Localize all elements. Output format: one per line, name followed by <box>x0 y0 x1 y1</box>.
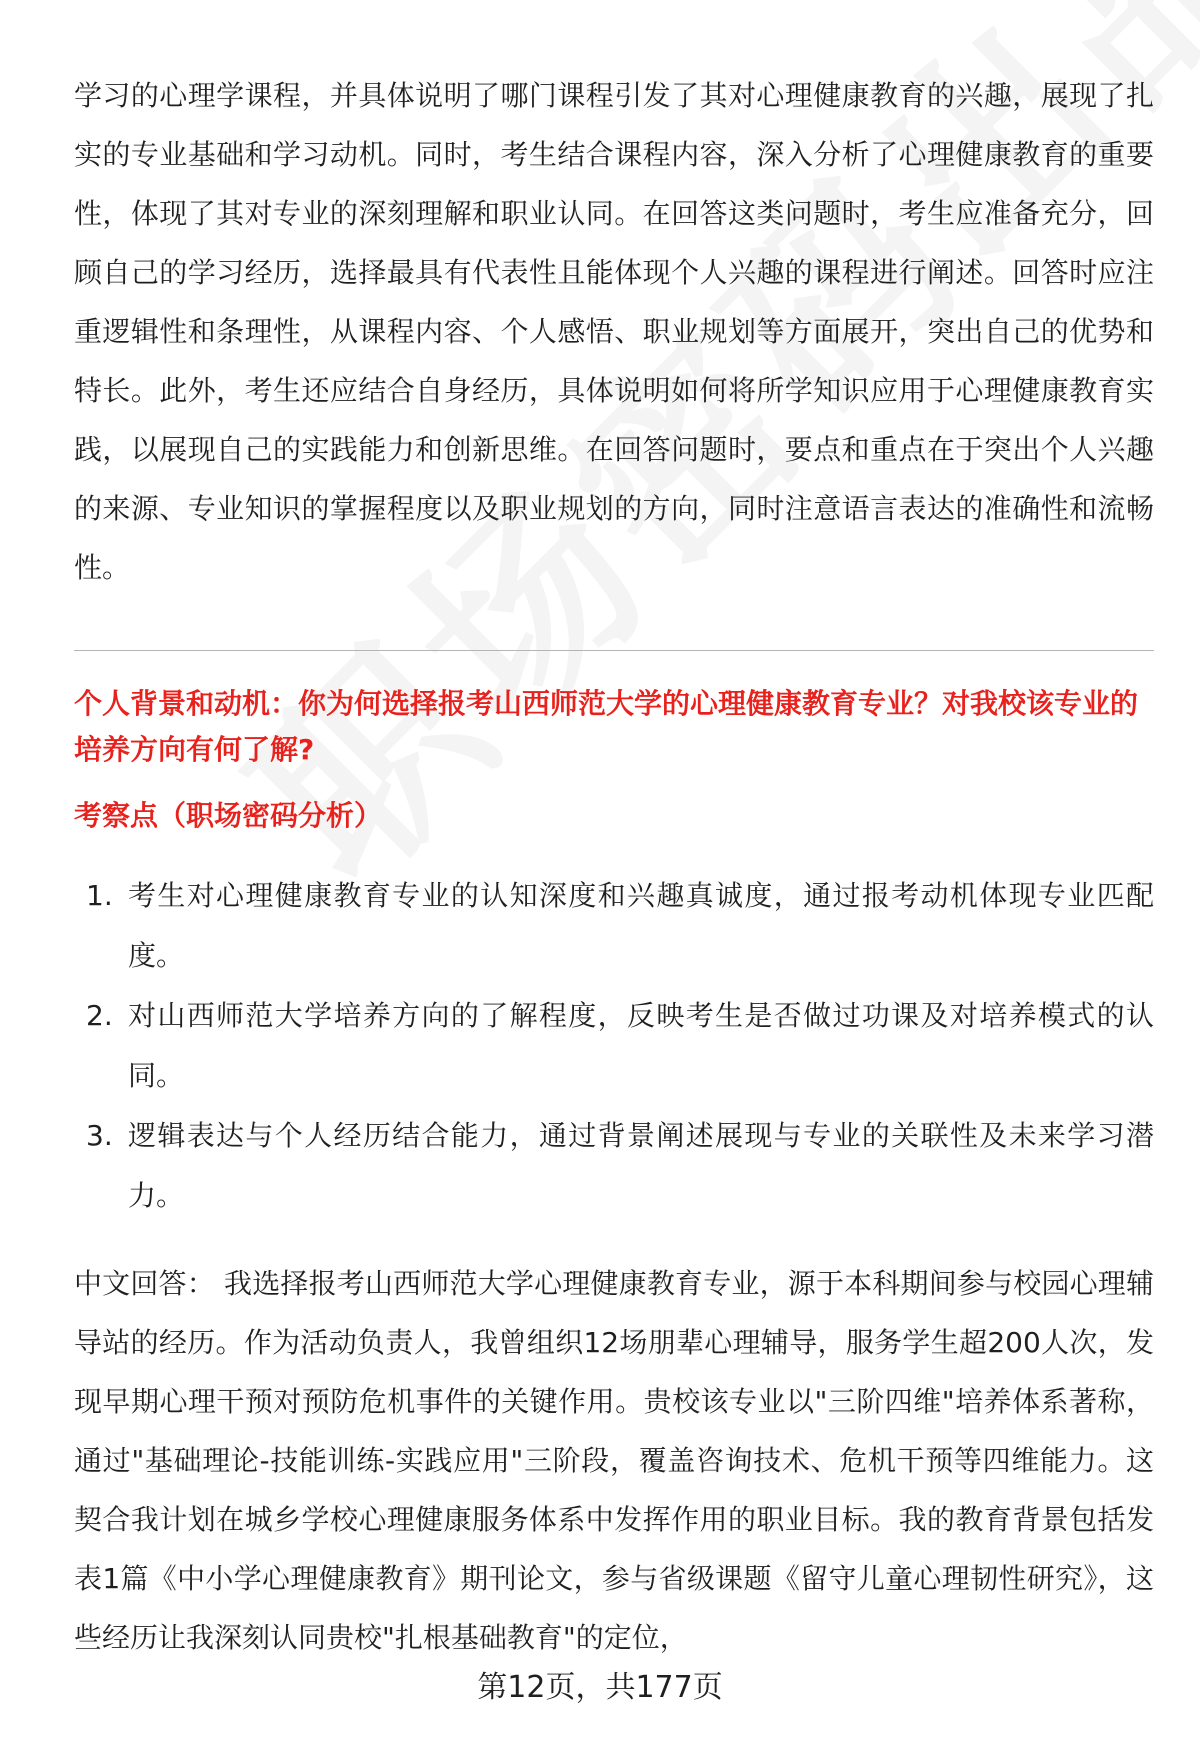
list-item <box>74 866 1154 986</box>
list-item <box>74 1106 1154 1226</box>
answer-paragraph: 中文回答： 我选择报考山西师范大学心理健康教育专业，源于本科期间参与校园心理辅导站的经历。作为活动负责人，我曾组织12场朋辈心理辅导，服务学生超200人次，发现早期心理干预对预防危机事件的关键作用。贵校该专业以"三阶四维"培养体系著称，通过"基础理论-技能训练-实践应用"三阶段，覆盖咨询技术、危机干预等四维能力。这契合我计划在城乡学校心理健康服务体系中发挥作用的职业目标。我的教育背景包括发表1篇《中小学心理健康教育》期刊论文，参与省级课题《留守儿童心理韧性研究》，这些经历让我深刻认同贵校"扎根基础教育"的定位， <box>74 1267 1154 1654</box>
list-item-text: 逻辑表达与个人经历结合能力，通过背景阐述展现与专业的关联性及未来学习潜力。 <box>128 1119 1154 1212</box>
page-number-footer: 第12页，共177页 <box>477 1670 723 1705</box>
list-item-number: 2. <box>86 999 113 1032</box>
list-item-text: 对山西师范大学培养方向的了解程度，反映考生是否做过功课及对培养模式的认同。 <box>128 999 1154 1092</box>
question-heading: 个人背景和动机：你为何选择报考山西师范大学的心理健康教育专业？对我校该专业的培养方向有何了解? <box>74 687 1139 766</box>
list-item-number: 1. <box>86 879 113 912</box>
intro-paragraph: 学习的心理学课程，并具体说明了哪门课程引发了其对心理健康教育的兴趣，展现了扎实的专业基础和学习动机。同时，考生结合课程内容，深入分析了心理健康教育的重要性，体现了其对专业的深刻理解和职业认同。在回答这类问题时，考生应准备充分，回顾自己的学习经历，选择最具有代表性且能体现个人兴趣的课程进行阐述。回答时应注重逻辑性和条理性，从课程内容、个人感悟、职业规划等方面展开，突出自己的优势和特长。此外，考生还应结合自身经历，具体说明如何将所学知识应用于心理健康教育实践，以展现自己的实践能力和创新思维。在回答问题时，要点和重点在于突出个人兴趣的来源、专业知识的掌握程度以及职业规划的方向，同时注意语言表达的准确性和流畅性。 <box>74 79 1154 584</box>
section-title: 考察点（职场密码分析） <box>74 799 383 832</box>
list-item <box>74 986 1154 1106</box>
section-divider <box>74 650 1154 651</box>
list-item-text: 考生对心理健康教育专业的认知深度和兴趣真诚度，通过报考动机体现专业匹配度。 <box>128 879 1154 972</box>
list-item-number: 3. <box>86 1119 113 1152</box>
points-list <box>74 866 1154 1226</box>
